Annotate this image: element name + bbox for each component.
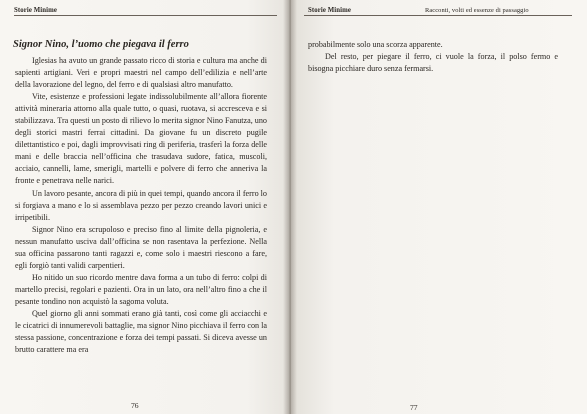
header-rule	[304, 15, 572, 16]
paragraph: Quel giorno gli anni sommati erano già tanti, così come gli acciacchi e le cicatrici di innumerevoli battaglie, ma signor Nino picchiava il ferro con la stessa passione, concentrazione e forza dei tempi passati. Si diceva avesse un brutto carattere ma era	[15, 308, 267, 355]
paragraph: Vite, esistenze e professioni legate indissolubilmente all’allora fiorente attività mineraria attorno alla quale tutto, o quasi, ruotava, si accresceva e si stabilizzava. Tra questi un posto di rilievo lo merita signor Nino Fanutza, uno degli storici mastri ferrai cittadini. Da giovane fu un discreto pugile dilettantistico e poi, dagli improvvisati ring di periferia, trasferì la forza delle mani e delle braccia nell’officina che trasudava sudore, fatica, muscoli, acciaio, cannelli, lame, smerigli, martelli e polvere di ferro che anneriva la fronte e penetrava nelle narici.	[15, 92, 267, 186]
paragraph: Un lavoro pesante, ancora di più in quei tempi, quando ancora il ferro lo si forgiava a mano e lo si assemblava pezzo per pezzo creando lavori unici e irripetibili.	[15, 188, 267, 222]
right-page	[290, 0, 587, 414]
running-head-right-section: Racconti, volti ed essenze di passaggio	[425, 7, 529, 14]
paragraph: Del resto, per piegare il ferro, ci vuole la forza, il polso fermo e bisogna picchiare duro senza fermarsi.	[308, 52, 558, 74]
page-number-right: 77	[410, 403, 418, 412]
left-body-text	[15, 55, 267, 356]
right-body-text	[308, 39, 558, 75]
page-number-left: 76	[131, 401, 139, 410]
chapter-title: Signor Nino, l’uomo che piegava il ferro	[13, 39, 189, 50]
paragraph: probabilmente solo una scorza apparente.	[308, 40, 443, 49]
header-rule	[14, 15, 277, 16]
left-page	[0, 0, 290, 414]
paragraph: Signor Nino era scrupoloso e preciso fino al limite della pignoleria, e nessun manufatto usciva dall’officina se non rasentava la perfezione. Nella sua officina passarono tanti ragazzi e, come solo i maestri riescono a fare, egli forgiò tanti validi carpentieri.	[15, 224, 267, 270]
paragraph: Ho nitido un suo ricordo mentre dava forma a un tubo di ferro: colpi di martello precisi, regolari e pazienti. Ora in un lato, ora nell’altro fino a che il pesante tondino non acquistò la sagoma voluta.	[15, 272, 267, 306]
running-head-left: Storie Minime	[14, 7, 58, 14]
book-gutter	[283, 0, 297, 414]
running-head-right-book: Storie Minime	[308, 7, 352, 14]
paragraph: Iglesias ha avuto un grande passato ricco di storia e cultura ma anche di sapienti artigiani. Veri e propri maestri nel campo dell’edilizia e nell’arte della lavorazione del legno, del ferro e di qualsiasi altro manufatto.	[15, 56, 267, 90]
